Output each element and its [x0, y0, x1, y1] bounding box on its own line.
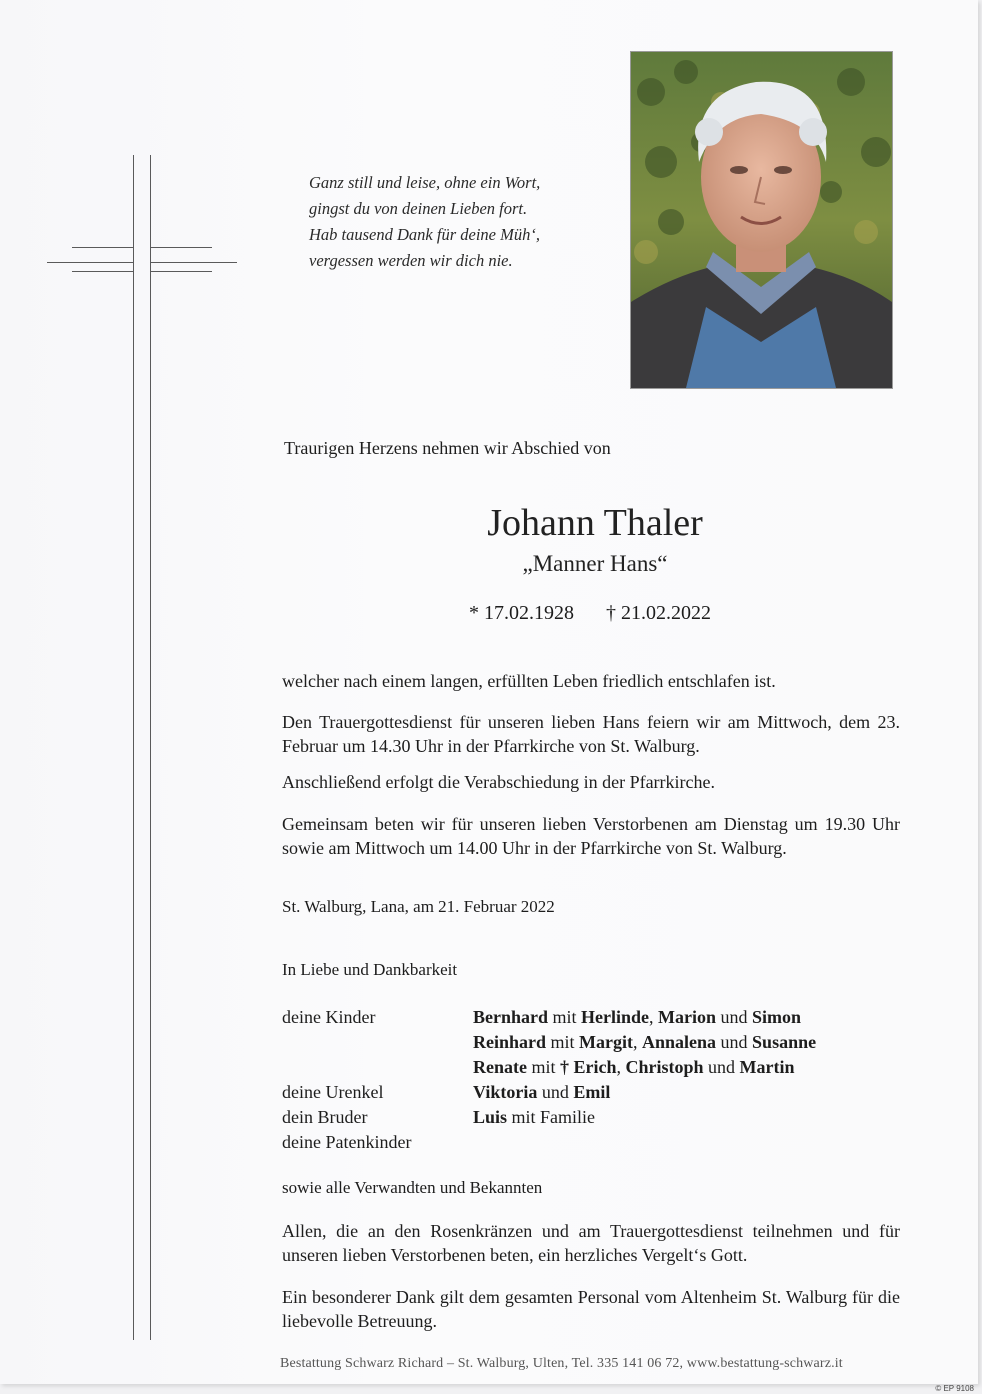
spouse-name: † Erich	[560, 1057, 617, 1077]
poem-line: Hab tausend Dank für deine Müh‘,	[309, 225, 540, 244]
connector: und	[703, 1057, 740, 1077]
child-name: Reinhard	[473, 1032, 547, 1052]
grandchild-name: Susanne	[752, 1032, 817, 1052]
brother-line	[473, 1105, 595, 1129]
deceased-name: Johann Thaler	[487, 502, 703, 544]
funeral-home-footer: Bestattung Schwarz Richard – St. Walburg, Ulten, Tel. 335 141 06 72, www.bestattung-schwarz.it	[280, 1356, 843, 1371]
love-gratitude: In Liebe und Dankbarkeit	[282, 960, 458, 979]
connector: mit	[526, 1057, 560, 1077]
godchildren-label: deine Patenkinder	[282, 1132, 412, 1152]
poem-line: vergessen werden wir dich nie.	[309, 251, 513, 270]
death-date: † 21.02.2022	[606, 602, 711, 624]
children-line	[473, 1005, 801, 1029]
grandchild-name: Marion	[658, 1007, 717, 1027]
brother-label: dein Bruder	[282, 1107, 368, 1127]
greatgrandchild-name: Viktoria	[473, 1082, 538, 1102]
memorial-poem	[309, 170, 609, 274]
connector: mit	[548, 1007, 582, 1027]
brother-name: Luis	[473, 1107, 508, 1127]
thanks-staff: Ein besonderer Dank gilt dem gesamten Personal vom Altenheim St. Walburg für die liebevolle Betreuung.	[282, 1287, 900, 1331]
relatives-acquaintances: sowie alle Verwandten und Bekannten	[282, 1178, 543, 1197]
paragraph-farewell: Anschließend erfolgt die Verabschiedung in der Pfarrkirche.	[282, 772, 716, 792]
grandchild-name: Annalena	[642, 1032, 717, 1052]
grandchild-name: Simon	[752, 1007, 802, 1027]
connector: ,	[633, 1032, 643, 1052]
poem-line: Ganz still und leise, ohne ein Wort,	[309, 173, 541, 192]
greatgrandchildren-line	[473, 1080, 610, 1104]
greatgrandchild-name: Emil	[573, 1082, 611, 1102]
connector: mit Familie	[507, 1107, 596, 1127]
children-label: deine Kinder	[282, 1007, 376, 1027]
birth-date: * 17.02.1928	[469, 602, 574, 624]
connector: ,	[649, 1007, 659, 1027]
intro-text: Traurigen Herzens nehmen wir Abschied von	[284, 438, 611, 458]
children-line	[473, 1055, 795, 1079]
greatgrandchildren-label: deine Urenkel	[282, 1082, 384, 1102]
portrait-photo	[630, 51, 893, 389]
children-line	[473, 1030, 816, 1054]
connector: und	[716, 1032, 753, 1052]
child-name: Bernhard	[473, 1007, 549, 1027]
child-name: Renate	[473, 1057, 527, 1077]
connector: mit	[546, 1032, 580, 1052]
grandchild-name: Martin	[739, 1057, 795, 1077]
place-date: St. Walburg, Lana, am 21. Februar 2022	[282, 897, 555, 916]
poem-line: gingst du von deinen Lieben fort.	[309, 199, 528, 218]
paragraph-prayer: Gemeinsam beten wir für unseren lieben Verstorbenen am Dienstag um 19.30 Uhr sowie am Mittwoch um 14.00 Uhr in der Pfarrkirche von St. Walburg.	[282, 814, 900, 858]
thanks-prayers: Allen, die an den Rosenkränzen und am Trauergottesdienst teilnehmen und für unseren lieben Verstorbenen beten, ein herzliches Vergelt‘s Gott.	[282, 1221, 900, 1265]
connector: und	[716, 1007, 753, 1027]
grandchild-name: Christoph	[625, 1057, 704, 1077]
print-code: © EP 9108	[935, 1384, 974, 1393]
connector: ,	[616, 1057, 626, 1077]
paragraph-service: Den Trauergottesdienst für unseren lieben Hans feiern wir am Mittwoch, dem 23. Februar um 14.30 Uhr in der Pfarrkirche von St. Walburg.	[282, 712, 900, 756]
spouse-name: Margit	[579, 1032, 634, 1052]
deceased-nickname: „Manner Hans“	[522, 551, 668, 576]
paragraph-peaceful: welcher nach einem langen, erfüllten Leben friedlich entschlafen ist.	[282, 671, 776, 691]
connector: und	[537, 1082, 574, 1102]
spouse-name: Herlinde	[581, 1007, 650, 1027]
